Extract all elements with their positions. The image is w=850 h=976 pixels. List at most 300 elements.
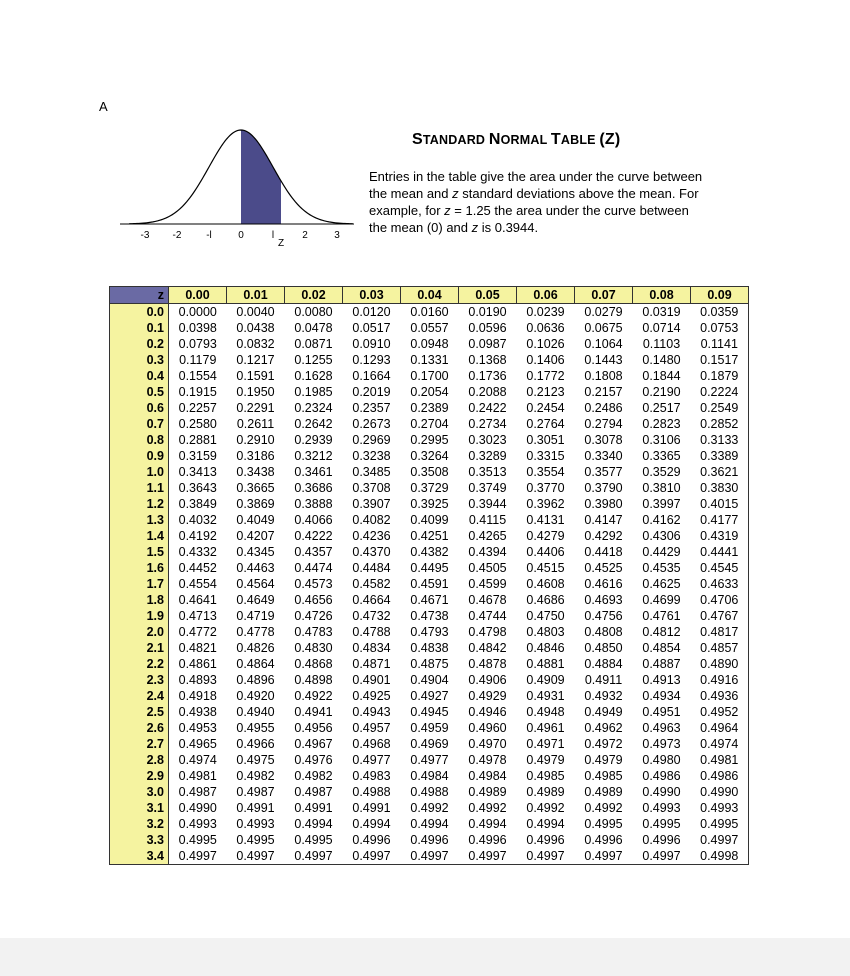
probability-cell: 0.4997 [343, 848, 401, 865]
probability-cell: 0.2454 [526, 401, 565, 415]
column-header: 0.04 [401, 287, 459, 304]
probability-cell: 0.4992 [526, 801, 565, 815]
probability-cell: 0.3621 [691, 464, 749, 480]
table-row [110, 368, 749, 384]
probability-cell: 0.4946 [468, 705, 507, 719]
probability-cell: 0.2910 [236, 433, 275, 447]
probability-cell: 0.2389 [410, 401, 449, 415]
probability-cell: 0.3389 [691, 448, 749, 464]
probability-cell: 0.4842 [468, 641, 507, 655]
probability-cell: 0.1554 [178, 369, 217, 383]
probability-cell: 0.4441 [691, 544, 749, 560]
table-row [110, 800, 749, 816]
probability-cell: 0.2088 [468, 385, 507, 399]
z-value-cell: 2.6 [110, 720, 169, 736]
desc-part-3: = 1.25 the area under the curve between the mean (0) and [369, 203, 689, 235]
probability-cell: 0.4993 [178, 817, 217, 831]
probability-cell: 0.4564 [236, 577, 275, 591]
probability-cell: 0.2190 [642, 385, 681, 399]
probability-cell: 0.4964 [691, 720, 749, 736]
probability-cell: 0.1591 [236, 369, 275, 383]
probability-cell: 0.4993 [691, 800, 749, 816]
table-row [110, 784, 749, 800]
probability-cell: 0.1026 [526, 337, 565, 351]
probability-cell: 0.1179 [179, 353, 217, 367]
probability-cell: 0.4996 [468, 833, 507, 847]
probability-cell: 0.4960 [468, 721, 507, 735]
z-value-cell: 1.8 [110, 592, 169, 608]
z-value-cell: 0.3 [110, 352, 169, 368]
probability-cell: 0.4996 [642, 833, 681, 847]
probability-cell: 0.4997 [285, 848, 343, 865]
probability-cell: 0.1443 [584, 353, 623, 367]
probability-cell: 0.4608 [526, 577, 565, 591]
probability-cell: 0.0359 [691, 304, 749, 321]
probability-cell: 0.3686 [294, 481, 333, 495]
probability-cell: 0.2642 [294, 417, 333, 431]
z-value-cell: 1.3 [110, 512, 169, 528]
probability-cell: 0.4633 [691, 576, 749, 592]
probability-cell: 0.2054 [410, 385, 449, 399]
probability-cell: 0.4992 [468, 801, 507, 815]
probability-cell: 0.4967 [294, 737, 333, 751]
probability-cell: 0.3925 [410, 497, 449, 511]
z-value-cell: 0.9 [110, 448, 169, 464]
probability-cell: 0.4616 [584, 577, 623, 591]
z-value-cell: 1.2 [110, 496, 169, 512]
column-header: 0.06 [517, 287, 575, 304]
table-row [110, 640, 749, 656]
probability-cell: 0.4761 [642, 609, 681, 623]
probability-cell: 0.3980 [584, 497, 623, 511]
probability-cell: 0.4750 [526, 609, 565, 623]
probability-cell: 0.4991 [294, 801, 333, 815]
probability-cell: 0.4115 [468, 513, 507, 527]
probability-cell: 0.4931 [526, 689, 565, 703]
z-value-cell: 3.1 [110, 800, 169, 816]
probability-cell: 0.4929 [468, 689, 507, 703]
probability-cell: 0.4916 [691, 672, 749, 688]
probability-cell: 0.4738 [410, 609, 449, 623]
probability-cell: 0.2324 [294, 401, 333, 415]
probability-cell: 0.3665 [236, 481, 275, 495]
probability-cell: 0.4920 [236, 689, 275, 703]
probability-cell: 0.3529 [642, 465, 681, 479]
probability-cell: 0.4706 [691, 592, 749, 608]
probability-cell: 0.3212 [294, 449, 333, 463]
table-row [110, 560, 749, 576]
probability-cell: 0.4830 [294, 641, 333, 655]
probability-cell: 0.4945 [410, 705, 449, 719]
probability-cell: 0.4997 [459, 848, 517, 865]
probability-cell: 0.2549 [691, 400, 749, 416]
probability-cell: 0.3485 [352, 465, 391, 479]
probability-cell: 0.0517 [352, 321, 391, 335]
table-header-row [110, 287, 749, 304]
probability-cell: 0.4992 [410, 801, 449, 815]
title-seg-6: (Z) [599, 131, 621, 148]
probability-cell: 0.4192 [178, 529, 217, 543]
probability-cell: 0.4987 [236, 785, 275, 799]
column-header: 0.00 [169, 287, 227, 304]
z-value-cell: 2.5 [110, 704, 169, 720]
z-value-cell: 1.1 [110, 480, 169, 496]
probability-cell: 0.4306 [642, 529, 681, 543]
probability-cell: 0.0832 [236, 337, 275, 351]
probability-cell: 0.4913 [642, 673, 681, 687]
desc-part-4: is 0.3944. [478, 220, 539, 235]
probability-cell: 0.3461 [294, 465, 333, 479]
probability-cell: 0.2794 [584, 417, 623, 431]
probability-cell: 0.2852 [691, 416, 749, 432]
probability-cell: 0.4857 [691, 640, 749, 656]
z-value-cell: 0.1 [110, 320, 169, 336]
probability-cell: 0.4989 [468, 785, 507, 799]
title-seg-5: ABLE [560, 133, 600, 147]
probability-cell: 0.4884 [584, 657, 623, 671]
table-row [110, 432, 749, 448]
probability-cell: 0.4641 [178, 593, 217, 607]
z-value-cell: 3.4 [110, 848, 169, 865]
z-value-cell: 3.2 [110, 816, 169, 832]
probability-cell: 0.0080 [294, 305, 333, 319]
probability-cell: 0.4599 [468, 577, 507, 591]
probability-cell: 0.0675 [584, 321, 623, 335]
probability-cell: 0.4987 [178, 785, 217, 799]
probability-cell: 0.0793 [178, 337, 217, 351]
z-value-cell: 2.1 [110, 640, 169, 656]
probability-cell: 0.4990 [642, 785, 681, 799]
probability-cell: 0.4938 [178, 705, 217, 719]
probability-cell: 0.1985 [294, 385, 333, 399]
probability-cell: 0.3264 [410, 449, 449, 463]
probability-cell: 0.3413 [178, 465, 217, 479]
table-row [110, 400, 749, 416]
column-header: 0.05 [459, 287, 517, 304]
probability-cell: 0.4943 [352, 705, 391, 719]
probability-cell: 0.1217 [236, 353, 275, 367]
probability-cell: 0.2291 [236, 401, 275, 415]
table-row [110, 624, 749, 640]
probability-cell: 0.2422 [468, 401, 507, 415]
z-value-cell: 0.4 [110, 368, 169, 384]
table-row [110, 416, 749, 432]
probability-cell: 0.4952 [691, 704, 749, 720]
table-row [110, 480, 749, 496]
probability-cell: 0.4963 [642, 721, 681, 735]
probability-cell: 0.3790 [584, 481, 623, 495]
probability-cell: 0.2580 [178, 417, 217, 431]
table-row [110, 752, 749, 768]
probability-cell: 0.4664 [352, 593, 391, 607]
probability-cell: 0.4995 [642, 817, 681, 831]
probability-cell: 0.3770 [526, 481, 565, 495]
probability-cell: 0.4864 [236, 657, 275, 671]
title-seg-3: ORMAL [500, 133, 551, 147]
probability-cell: 0.4177 [691, 512, 749, 528]
z-value-cell: 3.0 [110, 784, 169, 800]
probability-cell: 0.4994 [352, 817, 391, 831]
column-header: 0.03 [343, 287, 401, 304]
table-row [110, 304, 749, 321]
probability-cell: 0.0478 [294, 321, 333, 335]
probability-cell: 0.4970 [468, 737, 507, 751]
probability-cell: 0.4686 [526, 593, 565, 607]
table-row [110, 592, 749, 608]
probability-cell: 0.4878 [468, 657, 507, 671]
probability-cell: 0.4918 [178, 689, 217, 703]
axis-tick-label: 2 [302, 230, 308, 241]
z-value-cell: 2.7 [110, 736, 169, 752]
probability-cell: 0.0190 [468, 305, 507, 319]
probability-cell: 0.4066 [294, 513, 333, 527]
probability-cell: 0.3708 [352, 481, 391, 495]
probability-cell: 0.4911 [584, 673, 623, 687]
probability-cell: 0.4988 [410, 785, 449, 799]
probability-cell: 0.0160 [410, 305, 449, 319]
probability-cell: 0.4994 [526, 817, 565, 831]
probability-cell: 0.4850 [584, 641, 623, 655]
probability-cell: 0.4995 [294, 833, 333, 847]
probability-cell: 0.4986 [642, 769, 681, 783]
probability-cell: 0.4713 [178, 609, 217, 623]
probability-cell: 0.4821 [178, 641, 217, 655]
axis-tick-label: 0 [238, 230, 244, 241]
probability-cell: 0.1064 [584, 337, 623, 351]
probability-cell: 0.2881 [178, 433, 217, 447]
table-body [110, 304, 749, 865]
probability-cell: 0.3508 [410, 465, 449, 479]
probability-cell: 0.4515 [526, 561, 565, 575]
table-row [110, 352, 749, 368]
z-value-cell: 1.6 [110, 560, 169, 576]
probability-cell: 0.4887 [642, 657, 681, 671]
probability-cell: 0.4969 [410, 737, 449, 751]
probability-cell: 0.4973 [642, 737, 681, 751]
probability-cell: 0.1844 [642, 369, 681, 383]
probability-cell: 0.4986 [691, 768, 749, 784]
probability-cell: 0.4693 [584, 593, 623, 607]
probability-cell: 0.4649 [236, 593, 275, 607]
probability-cell: 0.4994 [410, 817, 449, 831]
probability-cell: 0.4890 [691, 656, 749, 672]
probability-cell: 0.4904 [410, 673, 449, 687]
probability-cell: 0.3729 [410, 481, 449, 495]
probability-cell: 0.4997 [227, 848, 285, 865]
probability-cell: 0.0000 [178, 305, 217, 319]
probability-cell: 0.4826 [236, 641, 275, 655]
probability-cell: 0.4996 [526, 833, 565, 847]
probability-cell: 0.4981 [691, 752, 749, 768]
probability-cell: 0.4292 [584, 529, 623, 543]
z-value-cell: 0.5 [110, 384, 169, 400]
probability-cell: 0.4131 [526, 513, 565, 527]
probability-cell: 0.4625 [642, 577, 681, 591]
probability-cell: 0.4909 [526, 673, 565, 687]
table-row [110, 512, 749, 528]
table-row [110, 576, 749, 592]
probability-cell: 0.4147 [584, 513, 623, 527]
table-row [110, 464, 749, 480]
probability-cell: 0.4990 [691, 784, 749, 800]
probability-cell: 0.4207 [236, 529, 275, 543]
probability-cell: 0.4484 [352, 561, 391, 575]
probability-cell: 0.4995 [178, 833, 217, 847]
probability-cell: 0.0120 [352, 305, 391, 319]
probability-cell: 0.0636 [526, 321, 565, 335]
probability-cell: 0.4975 [236, 753, 275, 767]
probability-cell: 0.0040 [236, 305, 275, 319]
probability-cell: 0.4767 [691, 608, 749, 624]
probability-cell: 0.1141 [691, 336, 749, 352]
probability-cell: 0.4222 [294, 529, 333, 543]
probability-cell: 0.4959 [410, 721, 449, 735]
table-row [110, 720, 749, 736]
probability-cell: 0.2257 [178, 401, 217, 415]
probability-cell: 0.4082 [352, 513, 391, 527]
probability-cell: 0.1950 [236, 385, 275, 399]
probability-cell: 0.4319 [691, 528, 749, 544]
probability-cell: 0.3340 [584, 449, 623, 463]
probability-cell: 0.4279 [526, 529, 565, 543]
probability-cell: 0.4991 [352, 801, 391, 815]
table-row [110, 816, 749, 832]
probability-cell: 0.4817 [691, 624, 749, 640]
probability-cell: 0.4793 [410, 625, 449, 639]
probability-cell: 0.0319 [642, 305, 681, 319]
probability-cell: 0.3513 [468, 465, 507, 479]
probability-cell: 0.2486 [584, 401, 623, 415]
probability-cell: 0.4993 [236, 817, 275, 831]
normal-curve-figure [118, 120, 358, 250]
z-value-cell: 2.2 [110, 656, 169, 672]
probability-cell: 0.4962 [584, 721, 623, 735]
probability-cell: 0.3849 [178, 497, 217, 511]
probability-cell: 0.4788 [352, 625, 391, 639]
probability-cell: 0.4995 [584, 817, 623, 831]
probability-cell: 0.0557 [410, 321, 449, 335]
probability-cell: 0.4948 [526, 705, 565, 719]
probability-cell: 0.4949 [584, 705, 623, 719]
probability-cell: 0.4678 [468, 593, 507, 607]
probability-cell: 0.0239 [526, 305, 565, 319]
probability-cell: 0.4932 [584, 689, 623, 703]
probability-cell: 0.1293 [352, 353, 391, 367]
probability-cell: 0.0438 [236, 321, 275, 335]
probability-cell: 0.4990 [178, 801, 217, 815]
probability-cell: 0.4996 [410, 833, 449, 847]
title-seg-4: T [550, 131, 561, 148]
probability-cell: 0.4957 [352, 721, 391, 735]
z-table [109, 286, 749, 865]
probability-cell: 0.4812 [642, 625, 681, 639]
table-row [110, 528, 749, 544]
table-row [110, 336, 749, 352]
probability-cell: 0.0910 [352, 337, 391, 351]
axis-tick-label: 3 [334, 230, 340, 241]
z-value-cell: 0.6 [110, 400, 169, 416]
z-value-cell: 3.3 [110, 832, 169, 848]
z-value-cell: 1.0 [110, 464, 169, 480]
probability-cell: 0.4834 [352, 641, 391, 655]
probability-cell: 0.2357 [352, 401, 391, 415]
probability-cell: 0.2734 [468, 417, 507, 431]
probability-cell: 0.0714 [642, 321, 681, 335]
probability-cell: 0.3238 [352, 449, 391, 463]
desc-z-3: z [471, 220, 479, 235]
probability-cell: 0.4846 [526, 641, 565, 655]
table-row [110, 384, 749, 400]
probability-cell: 0.4545 [691, 560, 749, 576]
probability-cell: 0.4981 [178, 769, 217, 783]
probability-cell: 0.4994 [294, 817, 333, 831]
probability-cell: 0.4049 [236, 513, 275, 527]
probability-cell: 0.4032 [178, 513, 217, 527]
probability-cell: 0.4994 [468, 817, 507, 831]
probability-cell: 0.4868 [294, 657, 333, 671]
probability-cell: 0.4881 [526, 657, 565, 671]
z-value-cell: 2.8 [110, 752, 169, 768]
probability-cell: 0.4656 [294, 593, 333, 607]
probability-cell: 0.4015 [691, 496, 749, 512]
probability-cell: 0.4997 [575, 848, 633, 865]
probability-cell: 0.4995 [236, 833, 275, 847]
probability-cell: 0.3133 [691, 432, 749, 448]
probability-cell: 0.4968 [352, 737, 391, 751]
probability-cell: 0.0948 [410, 337, 449, 351]
probability-cell: 0.2823 [642, 417, 681, 431]
probability-cell: 0.1406 [526, 353, 565, 367]
probability-cell: 0.4922 [294, 689, 333, 703]
probability-cell: 0.1879 [691, 368, 749, 384]
probability-cell: 0.4997 [691, 832, 749, 848]
probability-cell: 0.3810 [642, 481, 681, 495]
probability-cell: 0.4463 [236, 561, 275, 575]
probability-cell: 0.3907 [352, 497, 391, 511]
probability-cell: 0.4955 [236, 721, 275, 735]
probability-cell: 0.1628 [294, 369, 333, 383]
probability-cell: 0.4871 [352, 657, 391, 671]
probability-cell: 0.4961 [526, 721, 565, 735]
probability-cell: 0.3078 [584, 433, 623, 447]
probability-cell: 0.4382 [410, 545, 449, 559]
title-seg-1: TANDARD [422, 133, 489, 147]
table-row [110, 448, 749, 464]
probability-cell: 0.3888 [294, 497, 333, 511]
z-marker-label: Z [278, 238, 285, 249]
z-value-cell: 1.7 [110, 576, 169, 592]
probability-cell: 0.4971 [526, 737, 565, 751]
probability-cell: 0.4332 [178, 545, 217, 559]
table-row [110, 832, 749, 848]
probability-cell: 0.4756 [584, 609, 623, 623]
probability-cell: 0.4573 [294, 577, 333, 591]
probability-cell: 0.4418 [584, 545, 623, 559]
desc-part-1: Entries in the table give the area under the curve between the mean and [369, 169, 703, 201]
z-value-cell: 2.3 [110, 672, 169, 688]
probability-cell: 0.3438 [236, 465, 275, 479]
probability-cell: 0.4965 [178, 737, 217, 751]
z-column-header: z [110, 287, 169, 304]
probability-cell: 0.1517 [691, 352, 749, 368]
probability-cell: 0.4984 [410, 769, 449, 783]
table-row [110, 496, 749, 512]
probability-cell: 0.4977 [410, 753, 449, 767]
probability-cell: 0.4236 [352, 529, 391, 543]
probability-cell: 0.4934 [642, 689, 681, 703]
probability-cell: 0.4732 [352, 609, 391, 623]
probability-cell: 0.4452 [178, 561, 217, 575]
